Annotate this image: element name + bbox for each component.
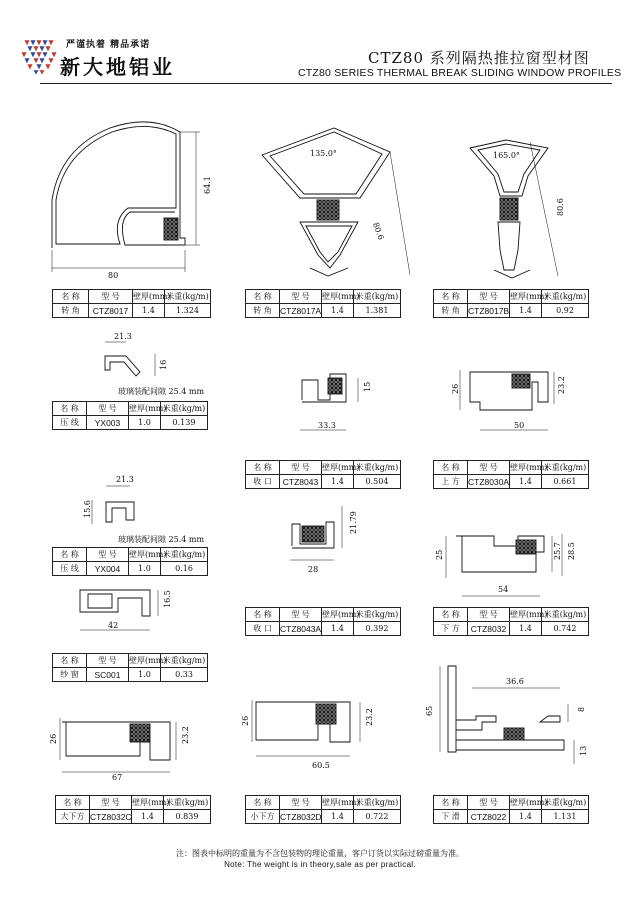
wall-thickness: 1.0: [129, 416, 161, 430]
unit-weight: 0.742: [542, 622, 589, 636]
spec-table-ctz8032: [433, 607, 589, 636]
dim-text: 23.2: [557, 376, 566, 394]
profile-code: CTZ8043A: [280, 623, 322, 634]
dim-text: 26: [241, 715, 250, 726]
dim-text: 16.5: [163, 590, 172, 608]
dim-text: 21.79: [349, 511, 358, 534]
col-wall: 壁厚(mm): [510, 608, 542, 622]
dim-text: 26: [451, 383, 460, 394]
spec-table-sc001: [52, 653, 208, 682]
col-code: 型 号: [280, 461, 322, 475]
dim-text: 21.3: [114, 332, 132, 341]
profile-code: CTZ8032D: [280, 811, 322, 822]
dim-text: 16: [159, 359, 168, 370]
col-weight: 米重(kg/m): [354, 608, 401, 622]
profile-ctz8032d-drawing: [252, 700, 360, 756]
dim-text: 21.3: [116, 475, 134, 484]
profile-code: YX003: [87, 416, 129, 430]
page-title-en: CTZ80 SERIES THERMAL BREAK SLIDING WINDOW PROFILES: [298, 67, 622, 79]
col-name: 名 称: [53, 548, 87, 562]
col-wall: 壁厚(mm): [132, 796, 164, 810]
profile-name: 纱 窗: [53, 668, 87, 682]
col-code: 型 号: [468, 796, 510, 810]
dim-text: 25.7: [553, 542, 562, 560]
wall-thickness: 1.4: [133, 304, 165, 318]
col-wall: 壁厚(mm): [322, 290, 354, 304]
col-name: 名 称: [53, 402, 87, 416]
col-name: 名 称: [434, 461, 468, 475]
profile-code: CTZ8022: [468, 810, 510, 824]
col-wall: 壁厚(mm): [129, 548, 161, 562]
dim-text: 28.5: [567, 542, 576, 560]
col-name: 名 称: [53, 290, 89, 304]
col-weight: 米重(kg/m): [161, 402, 208, 416]
dim-text: 80: [108, 271, 119, 280]
col-wall: 壁厚(mm): [322, 608, 354, 622]
profile-name: 大下方: [56, 810, 90, 824]
dim-text: 15: [363, 381, 372, 392]
footnote-cn: 注：图表中标明的重量为不含包装物的理论重量，客户订货以实际过磅重量为准。: [176, 849, 464, 858]
col-weight: 米重(kg/m): [165, 290, 211, 304]
dim-text: 64.1: [203, 176, 212, 194]
col-wall: 壁厚(mm): [510, 461, 542, 475]
unit-weight: 0.16: [161, 562, 208, 576]
col-code: 型 号: [87, 402, 129, 416]
profile-code: CTZ8017A: [280, 305, 322, 316]
profile-name: 小下方: [246, 810, 280, 824]
col-code: 型 号: [87, 654, 129, 668]
wall-thickness: 1.4: [510, 810, 542, 824]
spec-table-yx003: [52, 401, 208, 430]
dim-text: 15.6: [83, 500, 92, 518]
col-wall: 壁厚(mm): [129, 402, 161, 416]
col-weight: 米重(kg/m): [542, 796, 589, 810]
dim-text: 65: [425, 705, 434, 716]
col-name: 名 称: [434, 796, 468, 810]
spec-table-ctz8032d: [245, 795, 401, 824]
dim-text: 26: [49, 733, 58, 744]
dim-text: 23.2: [365, 708, 374, 726]
glass-gap-note: 玻璃装配间隙 25.4 mm: [118, 535, 205, 544]
profile-ctz8043a-drawing: [290, 506, 342, 560]
profile-name: 压 线: [53, 562, 87, 576]
profile-ctz8030a-drawing: [460, 370, 554, 430]
profile-name: 收 口: [246, 475, 280, 489]
dim-text: 25: [435, 549, 444, 560]
dim-text: 80.6: [370, 221, 386, 242]
dim-text: 42: [108, 621, 119, 630]
spec-table-ctz8022: [433, 795, 589, 824]
col-weight: 米重(kg/m): [164, 796, 211, 810]
spec-table-ctz8017b: [433, 289, 589, 318]
dim-text: 8: [577, 706, 586, 712]
profile-code: CTZ8017: [89, 304, 133, 318]
wall-thickness: 1.4: [510, 304, 542, 318]
col-name: 名 称: [434, 290, 468, 304]
profile-name: 下 滑: [434, 810, 468, 824]
col-name: 名 称: [246, 796, 280, 810]
col-code: 型 号: [89, 290, 133, 304]
col-code: 型 号: [468, 461, 510, 475]
profile-code: CTZ8032: [468, 622, 510, 636]
unit-weight: 1.131: [542, 810, 589, 824]
profile-code: SC001: [87, 668, 129, 682]
wall-thickness: 1.4: [510, 622, 542, 636]
col-wall: 壁厚(mm): [510, 290, 542, 304]
col-code: 型 号: [280, 608, 322, 622]
wall-thickness: 1.4: [322, 622, 354, 636]
col-weight: 米重(kg/m): [542, 290, 589, 304]
col-weight: 米重(kg/m): [161, 548, 208, 562]
spec-table-yx004: [52, 547, 208, 576]
spec-table-ctz8032c: [55, 795, 211, 824]
col-code: 型 号: [468, 290, 510, 304]
col-name: 名 称: [246, 461, 280, 475]
col-wall: 壁厚(mm): [129, 654, 161, 668]
profile-code: CTZ8043: [280, 475, 322, 489]
col-code: 型 号: [90, 796, 132, 810]
profile-yx004-drawing: [92, 486, 134, 524]
unit-weight: 0.139: [161, 416, 208, 430]
unit-weight: 0.392: [354, 622, 401, 636]
spec-table-ctz8017a: [245, 289, 401, 318]
unit-weight: 0.504: [354, 475, 401, 489]
col-name: 名 称: [56, 796, 90, 810]
dim-text: 54: [498, 585, 509, 594]
col-wall: 壁厚(mm): [133, 290, 165, 304]
company-name: 新大地铝业: [60, 55, 175, 79]
dim-text: 80.6: [556, 198, 565, 216]
spec-table-ctz8017: [52, 289, 211, 318]
col-code: 型 号: [87, 548, 129, 562]
unit-weight: 0.661: [542, 475, 589, 489]
spec-table-ctz8043: [245, 460, 401, 489]
unit-weight: 1.324: [165, 304, 211, 318]
profile-code: CTZ8030A: [468, 476, 510, 487]
profile-name: 下 方: [434, 622, 468, 636]
footnote-en: Note: The weight is in theory,sale as per practical.: [224, 860, 416, 869]
wall-thickness: 1.4: [322, 810, 354, 824]
profile-name: 转 角: [53, 304, 89, 318]
col-code: 型 号: [280, 796, 322, 810]
dim-text: 33.3: [318, 421, 336, 430]
col-weight: 米重(kg/m): [354, 796, 401, 810]
dim-text: 165.0°: [493, 151, 520, 160]
dim-text: 67: [112, 773, 123, 782]
unit-weight: 0.839: [164, 810, 211, 824]
col-name: 名 称: [53, 654, 87, 668]
col-name: 名 称: [246, 608, 280, 622]
profile-code: CTZ8017B: [468, 305, 510, 316]
col-weight: 米重(kg/m): [542, 461, 589, 475]
glass-gap-note: 玻璃装配间隙 25.4 mm: [118, 387, 205, 396]
wall-thickness: 1.4: [510, 475, 542, 489]
page-title-cn: CTZ80 系列隔热推拉窗型材图: [368, 49, 590, 67]
col-weight: 米重(kg/m): [161, 654, 208, 668]
profile-ctz8017-drawing: [52, 122, 200, 272]
col-name: 名 称: [434, 608, 468, 622]
dim-text: 13: [579, 745, 588, 756]
dim-text: 60.5: [312, 761, 330, 770]
profile-name: 转 角: [246, 304, 280, 318]
profile-yx003-drawing: [105, 342, 155, 376]
dim-text: 135.0°: [310, 149, 337, 158]
wall-thickness: 1.0: [129, 668, 161, 682]
spec-table-ctz8030a: [433, 460, 589, 489]
dim-text: 23.2: [181, 726, 190, 744]
col-code: 型 号: [280, 290, 322, 304]
unit-weight: 1.381: [354, 304, 401, 318]
col-weight: 米重(kg/m): [354, 461, 401, 475]
col-weight: 米重(kg/m): [354, 290, 401, 304]
col-code: 型 号: [468, 608, 510, 622]
spec-table-ctz8043a: [245, 607, 401, 636]
col-wall: 壁厚(mm): [510, 796, 542, 810]
dim-text: 36.6: [506, 677, 524, 686]
col-weight: 米重(kg/m): [542, 608, 589, 622]
profile-code: YX004: [87, 562, 129, 576]
profile-sc001-drawing: [80, 590, 158, 630]
profile-code: CTZ8032C: [90, 811, 132, 822]
col-wall: 壁厚(mm): [322, 461, 354, 475]
unit-weight: 0.92: [542, 304, 589, 318]
profile-name: 收 口: [246, 622, 280, 636]
company-slogan: 严谨执着 精品承诺: [66, 40, 151, 50]
wall-thickness: 1.4: [322, 304, 354, 318]
wall-thickness: 1.0: [129, 562, 161, 576]
wall-thickness: 1.4: [132, 810, 164, 824]
wall-thickness: 1.4: [322, 475, 354, 489]
profile-name: 上 方: [434, 475, 468, 489]
col-name: 名 称: [246, 290, 280, 304]
dim-text: 50: [514, 421, 525, 430]
profile-name: 转 角: [434, 304, 468, 318]
dim-text: 28: [308, 565, 319, 574]
profile-name: 压 线: [53, 416, 87, 430]
unit-weight: 0.33: [161, 668, 208, 682]
col-wall: 壁厚(mm): [322, 796, 354, 810]
unit-weight: 0.722: [354, 810, 401, 824]
profile-ctz8032c-drawing: [60, 718, 176, 772]
profile-ctz8017b-drawing: [470, 140, 558, 278]
